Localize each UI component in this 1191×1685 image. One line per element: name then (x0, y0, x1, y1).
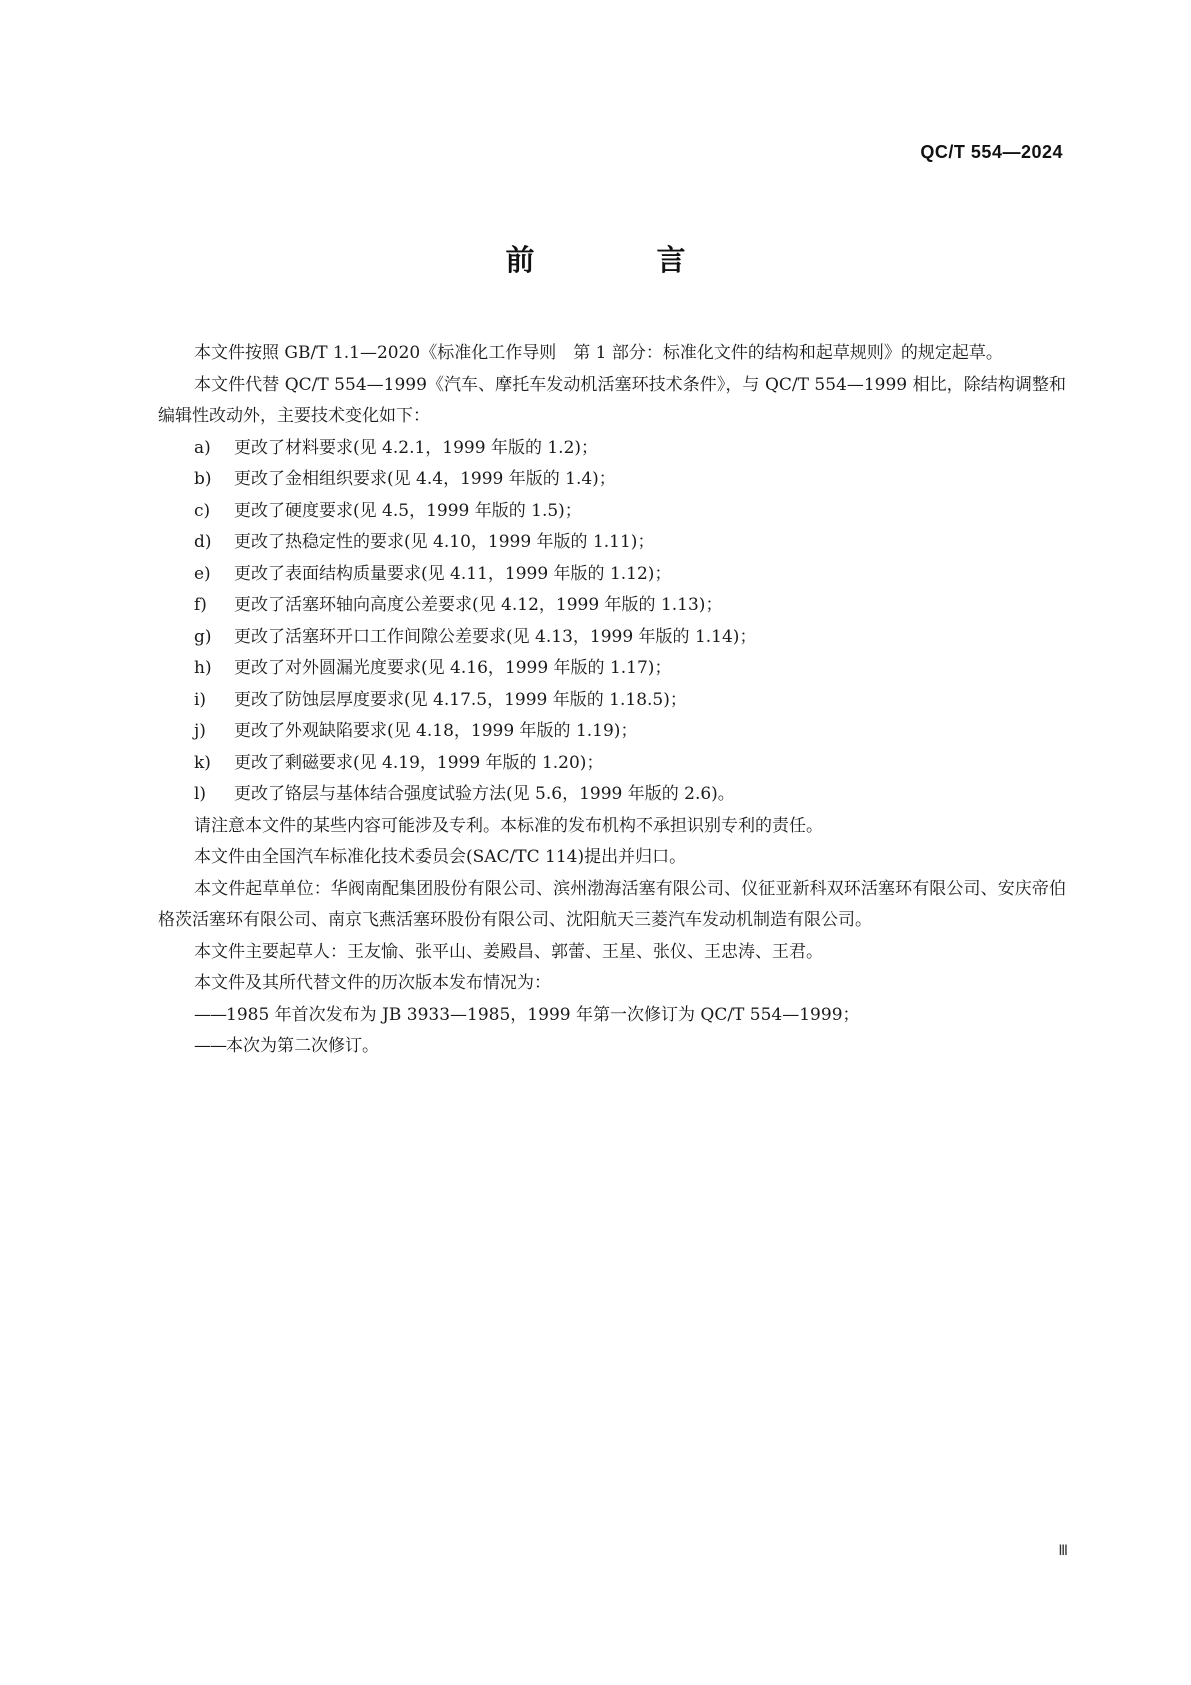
list-item-text: 更改了剩磁要求(见 4.19，1999 年版的 1.20)； (234, 752, 604, 773)
list-item-text: 更改了防蚀层厚度要求(见 4.17.5，1999 年版的 1.18.5)； (234, 689, 687, 710)
list-item (158, 748, 1066, 780)
list-item (158, 716, 1066, 748)
paragraph-replacement: 本文件代替 QC/T 554—1999《汽车、摩托车发动机活塞环技术条件》，与 QC/T 554—1999 相比，除结构调整和编辑性改动外，主要技术变化如下： (158, 374, 1066, 426)
page-title: 前 言 (505, 243, 742, 277)
list-item-text: 更改了活塞环开口工作间隙公差要求(见 4.13，1999 年版的 1.14)； (234, 626, 757, 647)
list-item-text: 更改了表面结构质量要求(见 4.11，1999 年版的 1.12)； (234, 563, 672, 584)
list-item (158, 653, 1066, 685)
list-item (158, 590, 1066, 622)
history-item-text: 1985 年首次发布为 JB 3933—1985，1999 年第一次修订为 QC/T 554—1999； (226, 1004, 860, 1025)
list-marker: a) (194, 437, 211, 458)
list-item (158, 685, 1066, 717)
list-item-text: 更改了金相组织要求(见 4.4，1999 年版的 1.4)； (234, 469, 616, 489)
history-item (158, 1000, 1066, 1032)
list-item-text: 更改了对外圆漏光度要求(见 4.16，1999 年版的 1.17)； (234, 658, 672, 678)
list-item (158, 622, 1066, 654)
em-dash-marker: —— (194, 1004, 226, 1025)
list-item (158, 464, 1066, 496)
list-item (158, 779, 1066, 811)
paragraph-drafting-basis: 本文件按照 GB/T 1.1—2020《标准化工作导则 第 1 部分：标准化文件的结构和起草规则》的规定起草。 (194, 343, 1003, 363)
paragraph-drafters: 本文件主要起草人：王友愉、张平山、姜殿昌、郭蕾、王星、张仪、王忠涛、王君。 (194, 941, 823, 962)
list-marker: h) (194, 658, 212, 678)
document-body (158, 338, 1066, 1063)
list-marker: f) (194, 595, 207, 615)
list-marker: g) (194, 626, 212, 647)
list-marker: c) (194, 500, 211, 521)
list-marker: b) (194, 469, 212, 489)
list-item-text: 更改了热稳定性的要求(见 4.10，1999 年版的 1.11)； (234, 532, 655, 552)
list-item-text: 更改了硬度要求(见 4.5，1999 年版的 1.5)； (234, 500, 582, 521)
list-marker: d) (194, 532, 212, 552)
history-item-text: 本次为第二次修订。 (226, 1036, 379, 1056)
paragraph-history-intro: 本文件及其所代替文件的历次版本发布情况为： (194, 973, 551, 993)
list-marker: i) (194, 689, 207, 710)
list-item-text: 更改了材料要求(见 4.2.1，1999 年版的 1.2)； (234, 437, 599, 458)
list-marker: l) (194, 784, 207, 804)
history-item (158, 1031, 1066, 1063)
list-item-text: 更改了外观缺陷要求(见 4.18，1999 年版的 1.19)； (234, 721, 638, 741)
list-item-text: 更改了活塞环轴向高度公差要求(见 4.12，1999 年版的 1.13)； (234, 595, 723, 615)
paragraph-drafting-units: 本文件起草单位：华阀南配集团股份有限公司、滨州渤海活塞有限公司、仪征亚新科双环活塞环有限公司、安庆帝伯格茨活塞环有限公司、南京飞燕活塞环股份有限公司、沈阳航天三菱汽车发动机制造有限公司。 (158, 878, 1066, 930)
technical-changes-list (158, 433, 1066, 811)
list-marker: e) (194, 563, 211, 584)
em-dash-marker: —— (194, 1036, 226, 1056)
paragraph-proposer: 本文件由全国汽车标准化技术委员会(SAC/TC 114)提出并归口。 (194, 847, 687, 867)
list-item-text: 更改了铬层与基体结合强度试验方法(见 5.6，1999 年版的 2.6)。 (234, 784, 735, 804)
list-item (158, 527, 1066, 559)
list-item (158, 433, 1066, 465)
page-number: Ⅲ (1058, 1543, 1068, 1559)
paragraph-patent-notice: 请注意本文件的某些内容可能涉及专利。本标准的发布机构不承担识别专利的责任。 (194, 815, 823, 836)
list-marker: j) (194, 721, 206, 741)
list-marker: k) (194, 752, 211, 773)
list-item (158, 559, 1066, 591)
document-number: QC/T 554—2024 (920, 142, 1063, 162)
list-item (158, 496, 1066, 528)
